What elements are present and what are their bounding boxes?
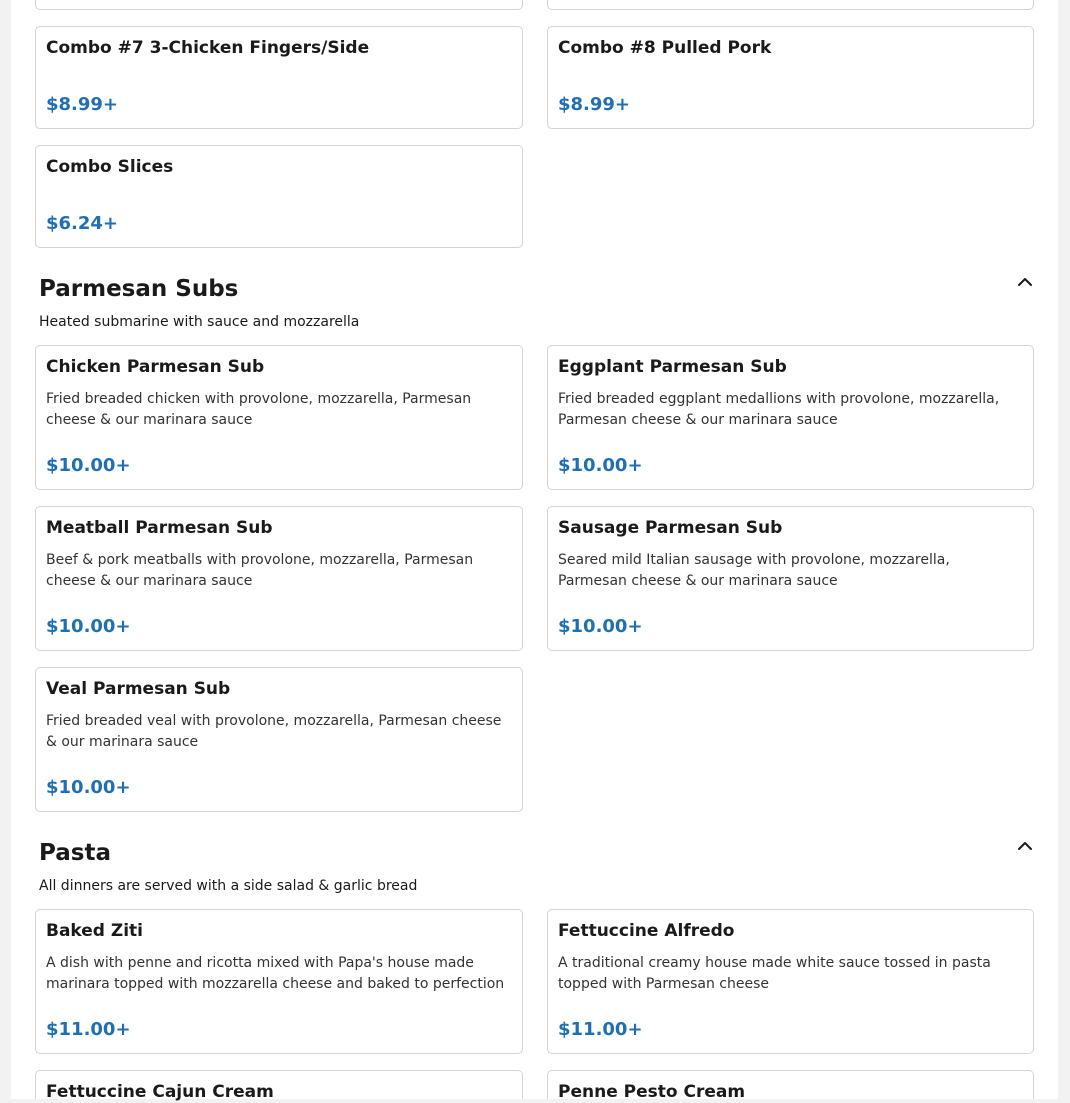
item-name: Combo #7 3-Chicken Fingers/Side xyxy=(46,38,370,58)
item-description: Fried breaded eggplant medallions with provolone, mozzarella, Parmesan cheese & our marinara sauce xyxy=(558,391,1000,428)
chevron-up-icon xyxy=(1014,835,1036,857)
item-price: $6.24+ xyxy=(46,213,119,234)
item-name: Sausage Parmesan Sub xyxy=(558,518,783,538)
section-description: All dinners are served with a side salad & garlic bread xyxy=(39,878,418,894)
item-name: Penne Pesto Cream xyxy=(558,1082,746,1102)
item-name: Eggplant Parmesan Sub xyxy=(558,357,787,377)
section-title: Pasta xyxy=(39,840,111,866)
item-price: $8.99+ xyxy=(46,94,119,115)
menu-item-card[interactable] xyxy=(35,145,523,248)
item-description: Beef & pork meatballs with provolone, mozzarella, Parmesan cheese & our marinara sauce xyxy=(46,552,474,589)
menu-item-card[interactable] xyxy=(547,345,1034,490)
menu-item-card[interactable] xyxy=(35,0,523,10)
item-name: Veal Parmesan Sub xyxy=(46,679,231,699)
item-price: $10.00+ xyxy=(558,616,643,637)
section-title: Parmesan Subs xyxy=(39,276,239,302)
item-name: Combo Slices xyxy=(46,157,174,177)
menu-item-card[interactable] xyxy=(35,909,523,1054)
item-description: Fried breaded veal with provolone, mozzarella, Parmesan cheese & our marinara sauce xyxy=(46,713,502,750)
item-price: $10.00+ xyxy=(46,455,131,476)
menu-item-card[interactable] xyxy=(35,345,523,490)
menu-item-card[interactable] xyxy=(547,909,1034,1054)
menu-item-card[interactable] xyxy=(35,506,523,651)
item-name: Meatball Parmesan Sub xyxy=(46,518,273,538)
menu-item-card[interactable] xyxy=(35,26,523,129)
collapse-section-button[interactable] xyxy=(1014,271,1036,293)
item-description: A dish with penne and ricotta mixed with Papa's house made marinara topped with mozzarella cheese and baked to perfection xyxy=(46,955,505,992)
item-name: Fettuccine Cajun Cream xyxy=(46,1082,274,1102)
item-name: Chicken Parmesan Sub xyxy=(46,357,265,377)
collapse-section-button[interactable] xyxy=(1014,835,1036,857)
item-description: Fried breaded chicken with provolone, mozzarella, Parmesan cheese & our marinara sauce xyxy=(46,391,472,428)
menu-item-card[interactable] xyxy=(35,667,523,812)
item-name: Fettuccine Alfredo xyxy=(558,921,735,941)
item-price: $10.00+ xyxy=(558,455,643,476)
item-price: $11.00+ xyxy=(558,1019,643,1040)
item-price: $10.00+ xyxy=(46,616,131,637)
item-description: Seared mild Italian sausage with provolone, mozzarella, Parmesan cheese & our marinara sauce xyxy=(558,552,950,589)
menu-item-card[interactable] xyxy=(547,506,1034,651)
item-description: A traditional creamy house made white sauce tossed in pasta topped with Parmesan cheese xyxy=(558,955,991,992)
item-name: Combo #8 Pulled Pork xyxy=(558,38,772,58)
item-name: Baked Ziti xyxy=(46,921,144,941)
chevron-up-icon xyxy=(1014,271,1036,293)
item-price: $10.00+ xyxy=(46,777,131,798)
item-price: $8.99+ xyxy=(558,94,631,115)
menu-item-card[interactable] xyxy=(547,0,1034,10)
section-description: Heated submarine with sauce and mozzarella xyxy=(39,314,360,330)
item-price: $11.00+ xyxy=(46,1019,131,1040)
menu-item-card[interactable] xyxy=(35,1070,523,1102)
menu-item-card[interactable] xyxy=(547,26,1034,129)
menu-item-card[interactable] xyxy=(547,1070,1034,1102)
